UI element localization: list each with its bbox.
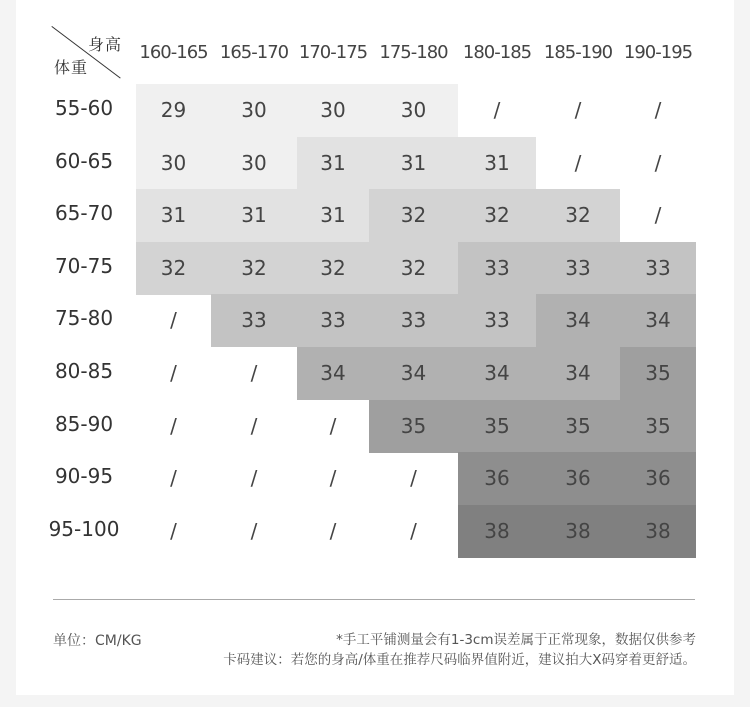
weight-row-label: 65-70 [54, 201, 114, 226]
size-cell: / [170, 466, 177, 491]
size-cell: 32 [369, 242, 458, 295]
size-cell: / [410, 466, 417, 491]
height-header-5: 185-190 [543, 42, 613, 63]
unit-label: 单位：CM/KG [53, 633, 142, 649]
weight-row-label: 80-85 [54, 359, 114, 383]
size-cell: 32 [369, 189, 458, 242]
size-cell: / [329, 518, 337, 543]
weight-row-label: 70-75 [54, 253, 114, 278]
size-cell: 34 [369, 347, 458, 400]
size-cell: / [654, 150, 662, 175]
size-cell: 34 [297, 347, 369, 400]
height-header-0: 160-165 [139, 42, 208, 63]
height-axis-label: 身高 [87, 35, 122, 54]
size-cell: 34 [458, 347, 536, 400]
size-cell: 34 [536, 347, 620, 400]
size-cell: 35 [620, 347, 696, 400]
size-cell: 31 [297, 189, 369, 242]
size-cell: 33 [620, 242, 696, 295]
size-advice-note: 卡码建议：若您的身高/体重在推荐尺码临界值附近，建议拍大X码穿着更舒适。 [223, 652, 696, 668]
size-cell: / [574, 98, 582, 122]
size-cell: / [170, 308, 177, 333]
size-cell: 30 [211, 84, 297, 137]
size-cell: 34 [536, 294, 620, 347]
size-cell: / [250, 413, 258, 438]
size-cell: 34 [620, 294, 696, 347]
size-cell: 30 [297, 84, 369, 137]
size-cell: 31 [136, 189, 211, 242]
weight-row-label: 90-95 [54, 464, 114, 489]
size-cell: 33 [211, 294, 297, 347]
size-cell: 32 [136, 242, 211, 295]
size-cell: 36 [620, 452, 696, 505]
size-cell: 29 [136, 84, 211, 137]
size-cell: / [410, 518, 417, 543]
size-cell: / [574, 150, 582, 175]
size-cell: / [250, 361, 258, 385]
size-cell: / [170, 413, 177, 438]
size-cell: 31 [369, 137, 458, 190]
size-cell: / [654, 98, 662, 122]
weight-row-label: 60-65 [54, 148, 114, 173]
size-cell: 35 [458, 400, 536, 453]
size-cell: / [493, 98, 501, 122]
size-cell: 35 [536, 400, 620, 453]
size-cell: 36 [458, 452, 536, 505]
weight-row-label: 75-80 [54, 306, 114, 331]
height-header-1: 165-170 [219, 42, 289, 63]
weight-axis-label: 体重 [54, 58, 89, 77]
size-cell: 31 [211, 189, 297, 242]
size-cell: 38 [536, 505, 620, 558]
size-cell: / [250, 466, 258, 491]
size-cell: / [170, 361, 177, 385]
size-cell: 33 [458, 294, 536, 347]
table-corner-header [52, 26, 122, 78]
height-header-4: 180-185 [462, 42, 532, 63]
size-cell: / [250, 518, 258, 543]
weight-row-label: 85-90 [54, 411, 114, 436]
size-cell: 31 [458, 137, 536, 190]
divider [53, 599, 695, 600]
size-cell: 32 [297, 242, 369, 295]
size-cell: 30 [369, 84, 458, 137]
size-cell: 35 [369, 400, 458, 453]
size-cell: 35 [620, 400, 696, 453]
size-cell: 32 [211, 242, 297, 295]
size-cell: 31 [297, 137, 369, 190]
size-cell: 38 [458, 505, 536, 558]
size-cell: 36 [536, 452, 620, 505]
size-cell: 33 [369, 294, 458, 347]
size-cell: 30 [136, 137, 211, 190]
height-header-2: 170-175 [298, 42, 368, 63]
size-cell: 33 [297, 294, 369, 347]
height-header-6: 190-195 [623, 42, 693, 63]
size-cell: / [329, 413, 337, 438]
size-cell: / [329, 466, 337, 491]
size-cell: 38 [620, 505, 696, 558]
size-cell: 30 [211, 137, 297, 190]
size-cell: 33 [536, 242, 620, 295]
height-header-3: 175-180 [379, 42, 448, 63]
size-cell: / [654, 203, 662, 228]
weight-row-label: 95-100 [48, 516, 120, 541]
size-cell: 32 [536, 189, 620, 242]
size-cell: 32 [458, 189, 536, 242]
size-cell: / [170, 518, 177, 543]
weight-row-label: 55-60 [54, 96, 114, 120]
size-cell: 33 [458, 242, 536, 295]
measurement-note: *手工平铺测量会有1-3cm误差属于正常现象，数据仅供参考 [336, 632, 696, 648]
